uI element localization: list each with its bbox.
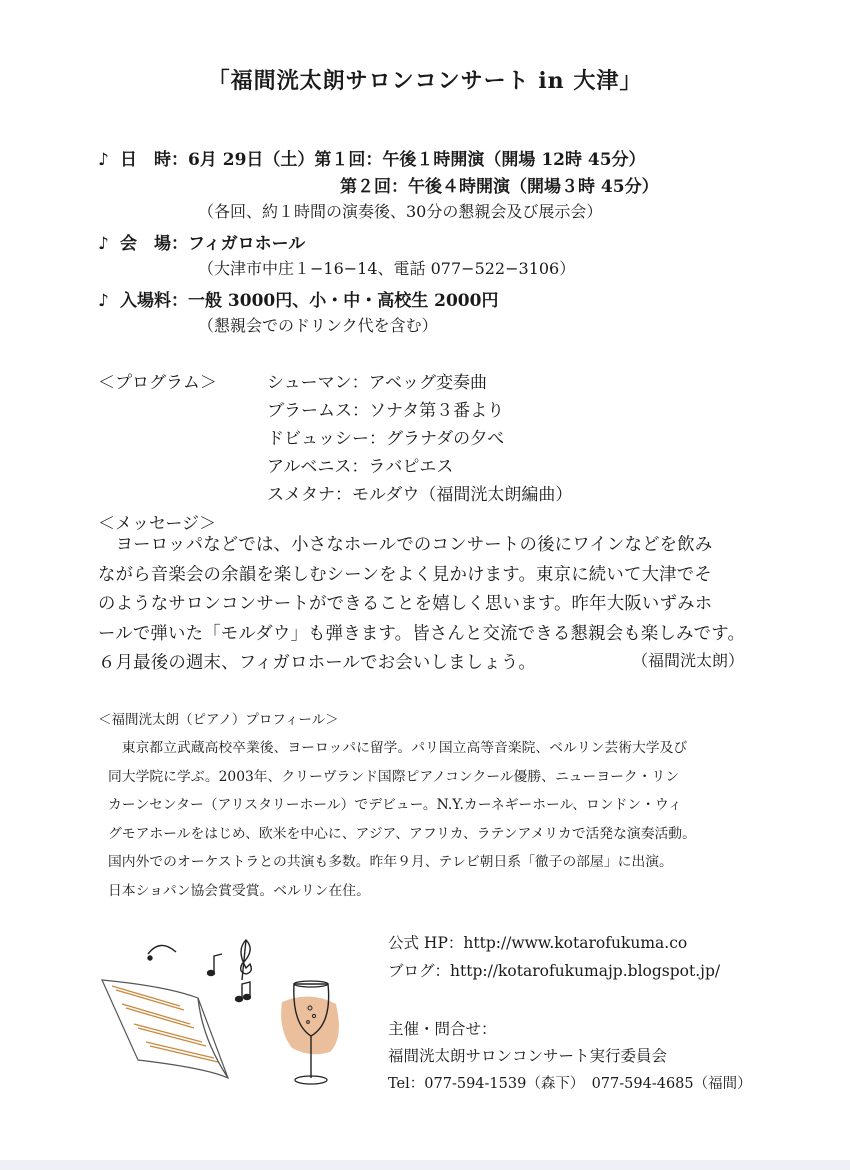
message-signature: （福間洸太朗） <box>632 651 745 670</box>
datetime-row <box>98 145 646 170</box>
message-line: ながら音楽会の余韻を楽しむシーンをよく見かけます。東京に続いて大津でそ <box>98 564 712 585</box>
organizer-name: 福間洸太朗サロンコンサート実行委員会 <box>388 1047 668 1065</box>
blog-url: ブログ：http://kotarofukumajp.blogspot.jp/ <box>388 962 721 980</box>
scan-edge <box>0 1160 850 1170</box>
profile-line: カーンセンター（アリスタリーホール）でデビュー。N.Y.カーネギーホール、ロンドン・ウィ <box>108 797 682 813</box>
program-item: ブラームス：ソナタ第３番より <box>267 401 505 421</box>
venue-label: 会 場： <box>120 234 188 254</box>
message-heading: ＜メッセージ＞ <box>98 514 216 534</box>
page-title: 「福間洸太朗サロンコンサート in 大津」 <box>207 68 643 94</box>
datetime-note: （各回、約１時間の演奏後、30分の懇親会及び展示会） <box>198 202 603 221</box>
profile-line: 日本ショパン協会賞受賞。ベルリン在住。 <box>108 882 370 899</box>
profile-body <box>108 734 774 905</box>
music-note-icon: ♪ <box>98 234 109 254</box>
venue-name: フィガロホール <box>188 234 306 254</box>
fee-value: 一般 3000円、小・中・高校生 2000円 <box>188 291 499 311</box>
program-heading: ＜プログラム＞ <box>98 373 217 393</box>
fee-label: 入場料： <box>120 291 188 311</box>
program-item: シューマン：アベッグ変奏曲 <box>267 373 487 393</box>
fee-note: （懇親会でのドリンク代を含む） <box>198 316 438 335</box>
program-item: アルベニス：ラバピエス <box>267 457 454 477</box>
datetime-label: 日 時： <box>120 150 188 170</box>
message-line: のようなサロンコンサートができることを嬉しく思います。昨年大阪いずみホ <box>98 594 713 614</box>
venue-row <box>98 229 305 254</box>
sheet-music-icon <box>102 980 228 1078</box>
profile-line: 同大学院に学ぶ。2003年、クリーヴランド国際ピアノコンクール優勝、ニューヨーク・リン <box>108 768 680 785</box>
wine-glass-icon <box>281 981 339 1084</box>
music-notes-icon <box>148 940 251 1002</box>
organizer-label: 主催・問合せ： <box>388 1020 497 1038</box>
music-note-icon: ♪ <box>98 291 109 311</box>
profile-heading: ＜福間洸太朗（ピアノ）プロフィール＞ <box>98 712 339 728</box>
official-hp: 公式 HP：http://www.kotarofukuma.co <box>388 934 688 952</box>
profile-line: グモアホールをはじめ、欧米を中心に、アジア、アフリカ、ラテンアメリカで活発な演奏活動。 <box>108 825 696 842</box>
profile-line: 東京都立武蔵高校卒業後、ヨーロッパに留学。パリ国立高等音楽院、ベルリン芸術大学及び <box>108 740 688 756</box>
program-item: ドビュッシー：グラナダの夕べ <box>267 429 505 449</box>
message-line: ールで弾いた「モルダウ」も弾きます。皆さんと交流できる懇親会も楽しみです。 <box>98 623 746 644</box>
contact-phone: Tel：077-594-1539（森下） 077-594-4685（福間） <box>388 1076 752 1092</box>
message-line: ６月最後の週末、フィガロホールでお会いしましょう。 <box>98 653 537 673</box>
profile-line: 国内外でのオーケストラとの共演も多数。昨年９月、テレビ朝日系「徹子の部屋」に出演。 <box>108 854 673 870</box>
fee-row <box>98 286 498 311</box>
venue-note: （大津市中庄１−16−14、電話 077−522−3106） <box>198 259 576 278</box>
message-line: ヨーロッパなどでは、小さなホールでのコンサートの後にワインなどを飲み <box>98 535 713 555</box>
music-note-icon: ♪ <box>98 150 109 170</box>
wine-and-sheet-music-illustration <box>96 928 366 1098</box>
datetime-line2: 第２回：午後４時開演（開場３時 45分） <box>340 177 659 197</box>
program-item: スメタナ：モルダウ（福間洸太朗編曲） <box>267 485 573 505</box>
datetime-line1: 6月 29日（土）第１回：午後１時開演（開場 12時 45分） <box>188 150 646 170</box>
